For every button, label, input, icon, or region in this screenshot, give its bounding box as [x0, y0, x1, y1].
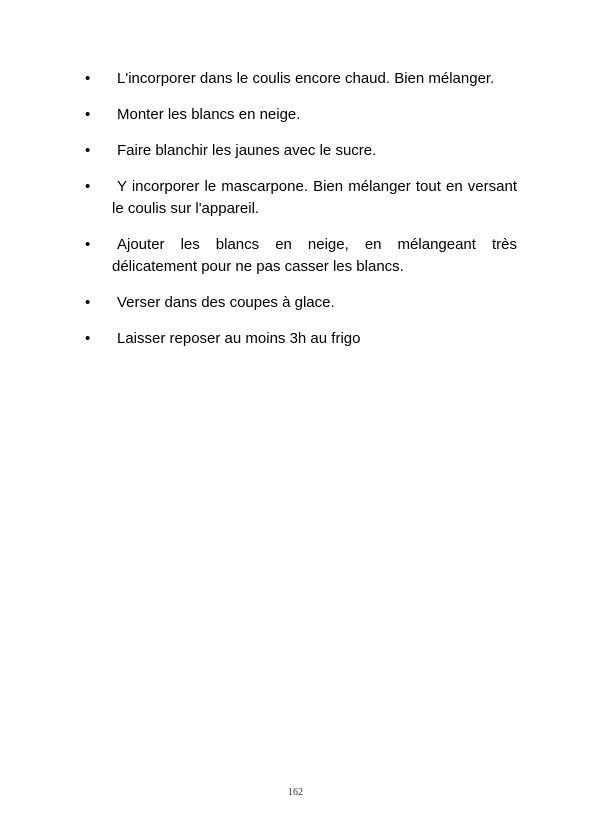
recipe-step: [85, 140, 517, 162]
recipe-step-text: Laisser reposer au moins 3h au frigo: [117, 330, 361, 347]
recipe-step: [85, 234, 517, 278]
recipe-step: [85, 68, 517, 90]
page-number: 162: [288, 787, 303, 798]
bullet-icon: •: [85, 236, 91, 253]
bullet-icon: •: [85, 142, 91, 159]
recipe-step-list: [85, 68, 517, 364]
recipe-step: [85, 104, 517, 126]
recipe-step: [85, 328, 517, 350]
recipe-step: [85, 176, 517, 220]
bullet-icon: •: [85, 178, 91, 195]
recipe-step-text: Verser dans des coupes à glace.: [117, 294, 335, 311]
bullet-icon: •: [85, 106, 91, 123]
recipe-step-text: Faire blanchir les jaunes avec le sucre.: [117, 142, 377, 159]
bullet-icon: •: [85, 330, 91, 347]
recipe-step-text: Y incorporer le mascarpone. Bien mélanger tout en versant le coulis sur l'appareil.: [112, 178, 517, 217]
bullet-icon: •: [85, 70, 91, 87]
recipe-step: [85, 292, 517, 314]
recipe-step-text: L'incorporer dans le coulis encore chaud. Bien mélanger.: [117, 70, 495, 87]
recipe-step-text: Monter les blancs en neige.: [117, 106, 301, 123]
recipe-step-text: Ajouter les blancs en neige, en mélangeant très délicatement pour ne pas casser les blancs.: [112, 236, 517, 275]
bullet-icon: •: [85, 294, 91, 311]
